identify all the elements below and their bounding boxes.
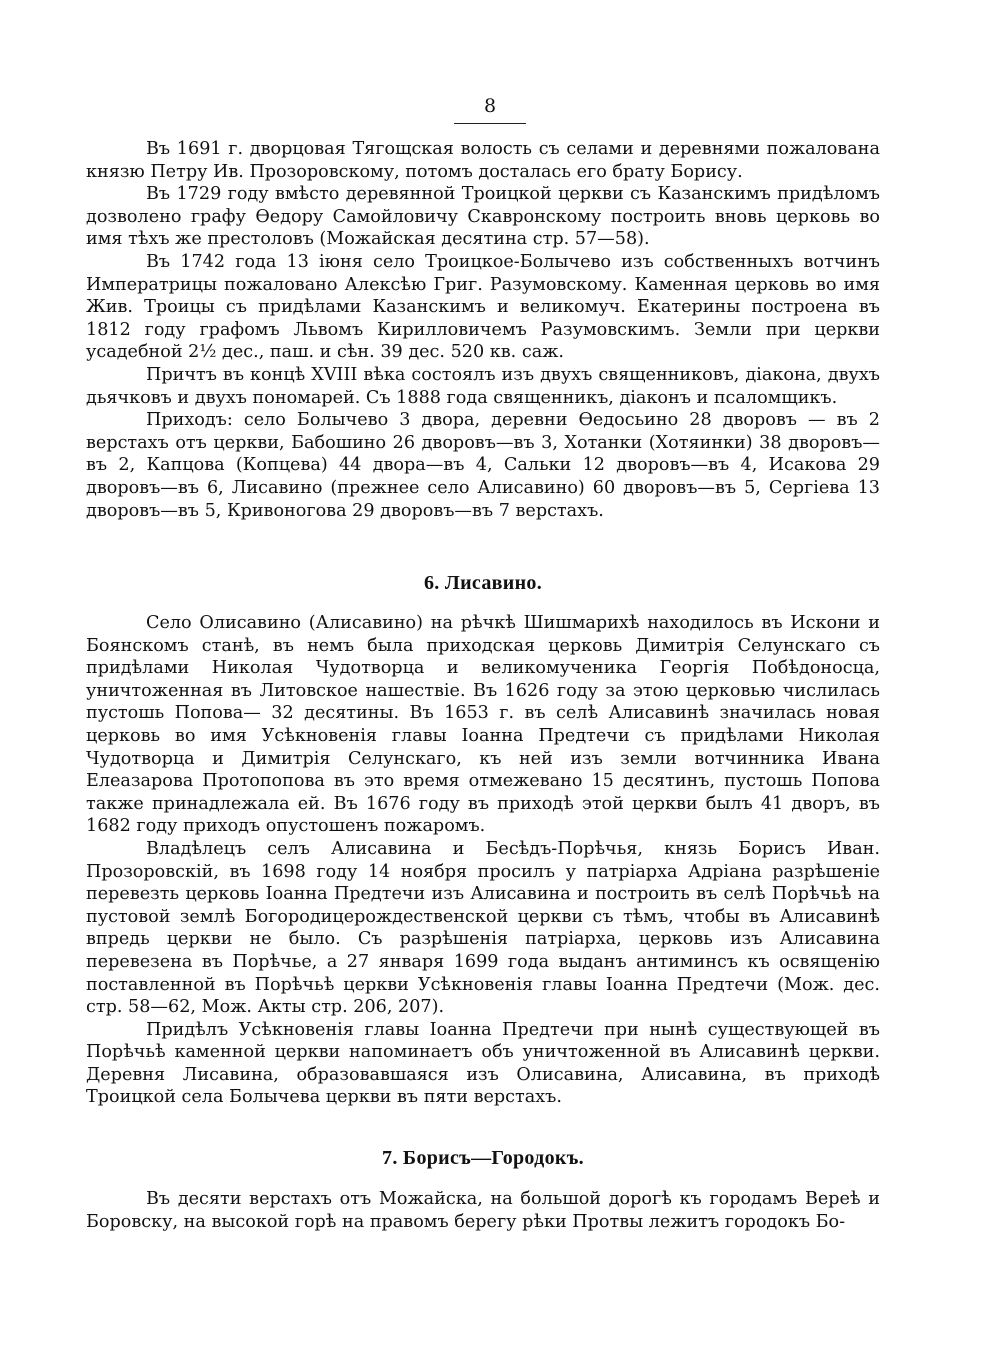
section-7-heading: 7. Борисъ—Городокъ. (382, 1147, 584, 1169)
page-number: 8 (483, 95, 497, 117)
paragraph: Владѣлецъ селъ Алисавина и Бесѣдъ-Порѣчья, князь Борисъ Иван. Прозоровскій, въ 1698 году 14 ноября просилъ у патріарха Адріана разрѣшеніе перевезть церковь Іоанна Предтечи изъ Алисавина и построить въ селѣ Порѣчьѣ на пустовой землѣ Богородицерождественской церкви съ тѣмъ, чтобы въ Алисавинѣ впредь церкви не было. Съ разрѣшенія патріарха, церковь изъ Алисавина перевезена въ Порѣчье, а 27 января 1699 года выданъ антиминсъ къ освященію поставленной въ Порѣчьѣ церкви Усѣкновенія главы Іоанна Предтечи (Мож. дес. стр. 58—62, Мож. Акты стр. 206, 207). (86, 838, 880, 1018)
section-6-heading: 6. Лисавино. (424, 572, 542, 594)
paragraph: Причтъ въ концѣ XVIII вѣка состоялъ изъ двухъ священниковъ, діакона, двухъ дьячковъ и двухъ пономарей. Съ 1888 года священникъ, діаконъ и псаломщикъ. (86, 364, 880, 408)
section-6-body (86, 612, 880, 1109)
paragraph: Придѣлъ Усѣкновенія главы Іоанна Предтечи при нынѣ существующей въ Порѣчьѣ каменной церкви напоминаетъ объ уничтоженной въ Алисавинѣ церкви. Деревня Лисавина, образовавшаяся изъ Олисавина, Алисавина, въ приходѣ Троицкой села Болычева церкви въ пяти верстахъ. (86, 1019, 880, 1108)
paragraph: Въ 1742 года 13 іюня село Троицкое-Болычево изъ собственныхъ вотчинъ Императрицы пожаловано Алексѣю Григ. Разумовскому. Каменная церковь во имя Жив. Троицы съ придѣлами Казанскимъ и великомуч. Екатерины построена въ 1812 году графомъ Львомъ Кирилловичемъ Разумовскимъ. Земли при церкви усадебной 2½ дес., паш. и сѣн. 39 дес. 520 кв. саж. (86, 251, 880, 363)
page-number-rule (454, 123, 526, 124)
paragraph: Въ десяти верстахъ отъ Можайска, на большой дорогѣ къ городамъ Вереѣ и Боровску, на высокой горѣ на правомъ берегу рѣки Протвы лежитъ городокъ Бо- (86, 1189, 880, 1232)
paragraph: Въ 1729 году вмѣсто деревянной Троицкой церкви съ Казанскимъ придѣломъ дозволено графу Ѳедору Самойловичу Скавронскому построить вновь церковь во имя тѣхъ же престоловъ (Можайская десятина стр. 57—58). (86, 184, 880, 250)
paragraph: Въ 1691 г. дворцовая Тягощская волость съ селами и деревнями пожалована князю Петру Ив. Прозоровскому, потомъ досталась его брату Борису. (86, 139, 880, 182)
paragraph: Приходъ: село Болычево 3 двора, деревни Ѳедосьино 28 дворовъ — въ 2 верстахъ отъ церкви, Бабошино 26 дворовъ—въ 3, Хотанки (Хотяинки) 38 дворовъ— въ 2, Капцова (Копцева) 44 двора—въ 4, Сальки 12 дворовъ—въ 4, Исакова 29 дворовъ—въ 6, Лисавино (прежнее село Алисавино) 60 дворовъ—въ 5, Сергіева 13 дворовъ—въ 5, Кривоногова 29 дворовъ—въ 7 верстахъ. (86, 410, 880, 521)
section-7-body (86, 1188, 880, 1233)
paragraph: Село Олисавино (Алисавино) на рѣчкѣ Шишмарихѣ находилось въ Искони и Боянскомъ станѣ, въ немъ была приходская церковь Димитрія Селунскаго съ придѣлами Николая Чудотворца и великомученика Георгія Побѣдоносца, уничтоженная въ Литовское нашествіе. Въ 1626 году за этою церковью числилась пустошь Попова— 32 десятины. Въ 1653 г. въ селѣ Алисавинѣ значилась новая церковь во имя Усѣкновенія главы Іоанна Предтечи съ придѣлами Николая Чудотворца и Димитрія Селунскаго, къ ней изъ земли вотчинника Ивана Елеазарова Протопопова въ это время отмежевано 15 десятинъ, пустошь Попова также принадлежала ей. Въ 1676 году въ приходѣ этой церкви былъ 41 дворъ, въ 1682 году приходъ опустошенъ пожаромъ. (86, 613, 880, 837)
section-intro-body (86, 138, 880, 522)
